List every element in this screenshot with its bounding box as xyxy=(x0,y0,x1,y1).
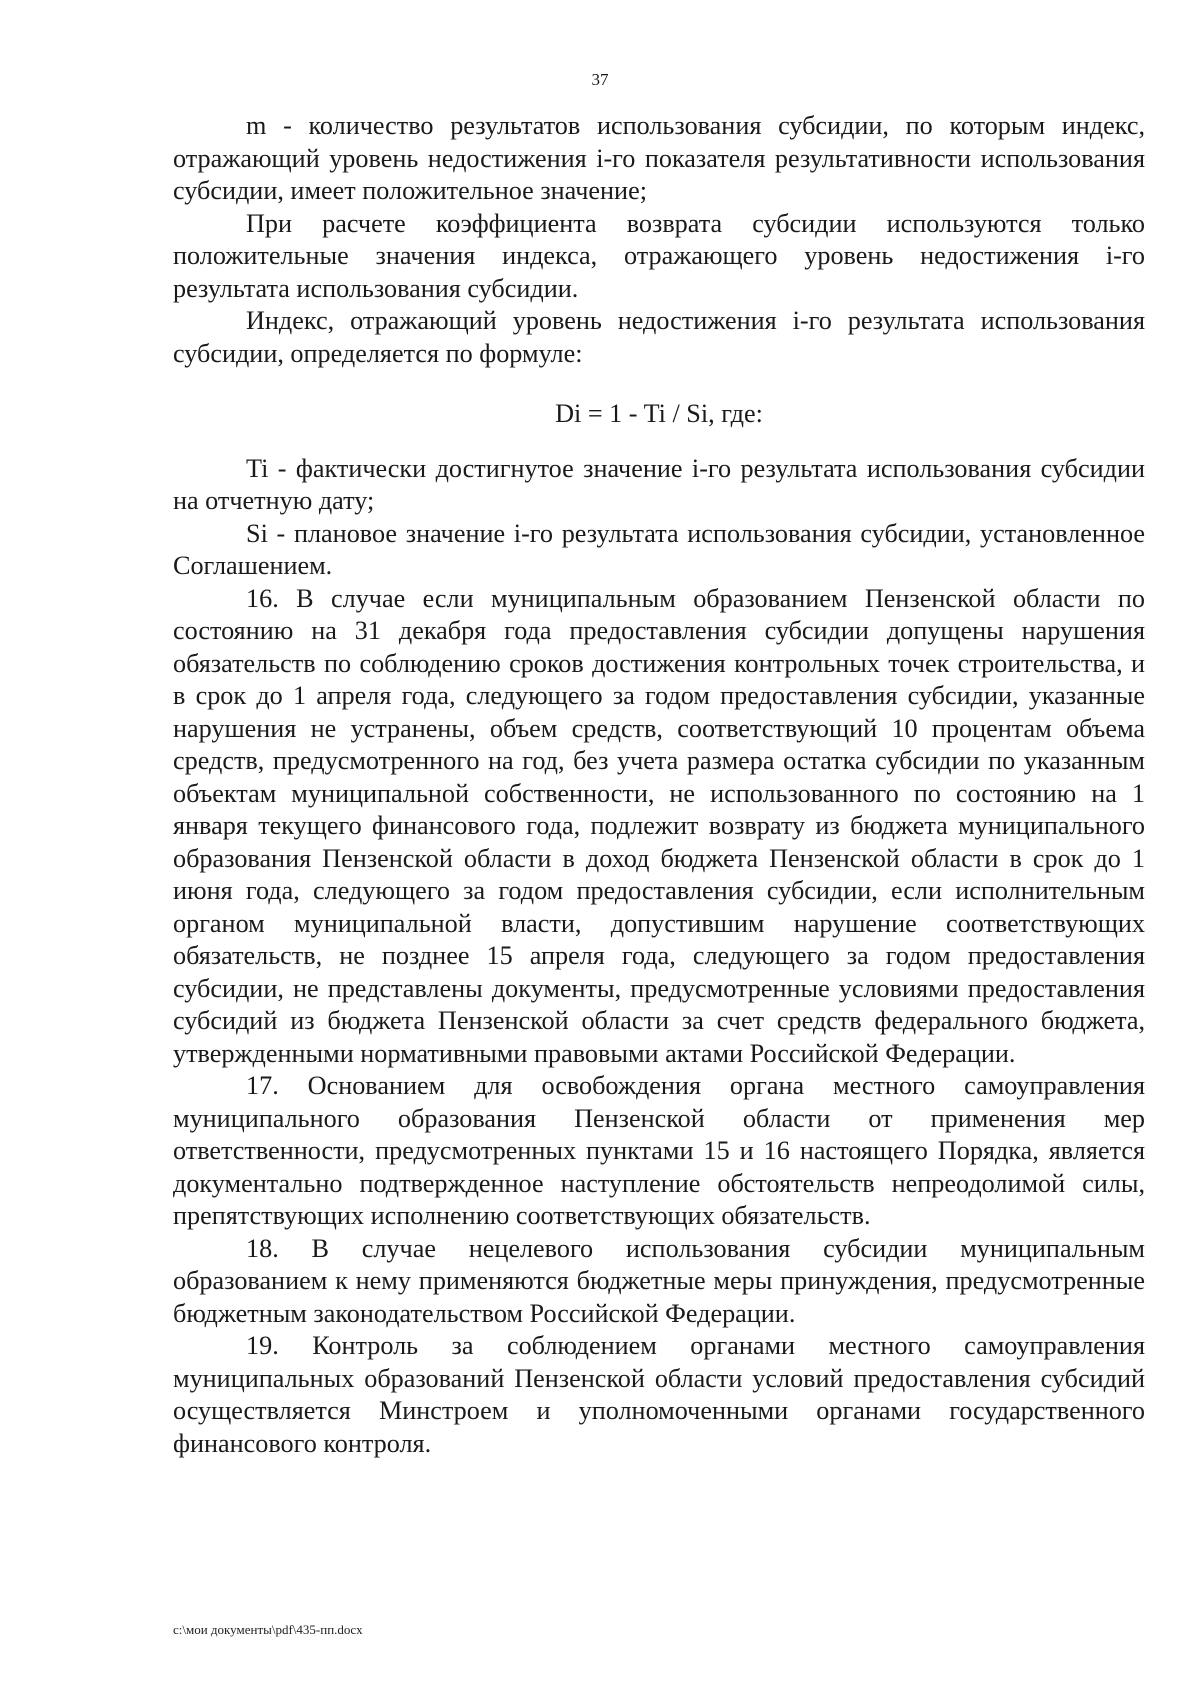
paragraph-item-17: 17. Основанием для освобождения органа местного самоуправления муниципального образования Пензенской области от применения мер ответственности, предусмотренных пунктами 15 и 16 настоящего Порядка, является документально подтвержденное наступление обстоятельств непреодолимой силы, препятствующих исполнению соответствующих обязательств. xyxy=(173,1071,1145,1230)
paragraph-item-18: 18. В случае нецелевого использования субсидии муниципальным образованием к нему применяются бюджетные меры принуждения, предусмотренные бюджетным законодательством Российской Федерации. xyxy=(173,1233,1145,1328)
footer-file-path: c:\мои документы\pdf\435-пп.docx xyxy=(173,1622,363,1637)
paragraph-index-formula-intro: Индекс, отражающий уровень недостижения i-го результата использования субсидии, определяется по формуле: xyxy=(173,306,1145,368)
paragraph-ti-definition: Ti - фактически достигнутое значение i-го результата использования субсидии на отчетную дату; xyxy=(173,453,1145,515)
page-number: 37 xyxy=(591,70,609,89)
paragraph-item-16: 16. В случае если муниципальным образованием Пензенской области по состоянию на 31 декабря года предоставления субсидии допущены нарушения обязательств по соблюдению сроков достижения контрольных точек строительства, и в срок до 1 апреля года, следующего за годом предоставления субсидии, указанные нарушения не устранены, объем средств, соответствующий 10 процентам объема средств, предусмотренного на год, без учета размера остатка субсидии по указанным объектам муниципальной собственности, не использованного по состоянию на 1 января текущего финансового года, подлежит возврату из бюджета муниципального образования Пензенской области в доход бюджета Пензенской области в срок до 1 июня года, следующего за годом предоставления субсидии, если исполнительным органом муниципальной власти, допустившим нарушение соответствующих обязательств, не позднее 15 апреля года, следующего за годом предоставления субсидии, не представлены документы, предусмотренные условиями предоставления субсидий из бюджета Пензенской области за счет средств федерального бюджета, утвержденными нормативными правовыми актами Российской Федерации. xyxy=(173,583,1145,1068)
document-body xyxy=(173,110,1145,1460)
paragraph-item-19: 19. Контроль за соблюдением органами местного самоуправления муниципальных образований Пензенской области условий предоставления субсидий осуществляется Минстроем и уполномоченными органами государственного финансового контроля. xyxy=(173,1331,1145,1458)
paragraph-positive-values: При расчете коэффициента возврата субсидии используются только положительные значения индекса, отражающего уровень недостижения i-го результата использования субсидии. xyxy=(173,208,1145,303)
paragraph-m-definition: m - количество результатов использования субсидии, по которым индекс, отражающий уровень недостижения i-го показателя результативности использования субсидии, имеет положительное значение; xyxy=(173,111,1145,205)
formula: Di = 1 - Ti / Si, где: xyxy=(555,399,763,428)
paragraph-si-definition: Si - плановое значение i-го результата использования субсидии, установленное Соглашением. xyxy=(173,518,1145,580)
